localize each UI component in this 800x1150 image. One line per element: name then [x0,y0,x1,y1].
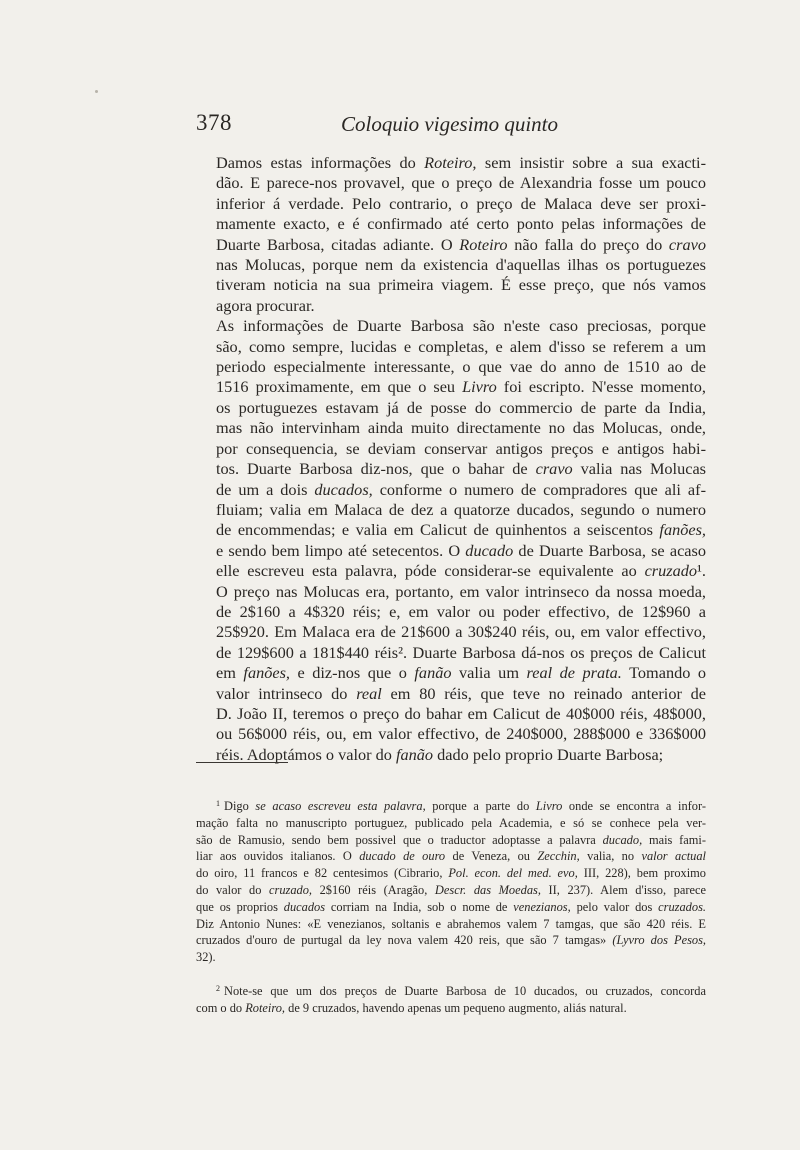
footnote-separator [196,762,288,763]
text-run: Damos estas informações do [216,153,425,172]
text-run: que os proprios [196,899,284,914]
text-run: Digo [224,799,256,813]
footnote-line [196,981,706,1000]
text-run: e sendo bem limpo até setecentos. O [216,540,466,560]
text-run: D. João II, teremos o preço do bahar em Calicut de 40$000 réis, 48$000, [216,703,706,723]
italic-text: valor actual [641,849,706,864]
text-run: dão. E parece-nos provavel, que o preço de Alexandria fosse um pouco [216,173,706,193]
text-line [196,724,706,744]
text-line [196,357,706,377]
text-run: mais fami- [642,832,706,847]
text-run: de 9 cruzados, havendo apenas um pequeno augmento, aliás natural. [285,1000,627,1015]
text-line [196,255,706,275]
page-header [196,110,706,144]
text-run: liar aos ouvidos italianos. O [196,849,360,864]
italic-text: Roteiro, [245,1000,286,1015]
text-run: cruzados d'ouro de purtugal da ley nova valem 420 reis, que são 7 tamgas» [196,933,613,948]
text-run: agora procurar. [216,295,315,315]
text-run: periodo especialmente interessante, o que vae do anno de 1510 ao de [216,357,706,377]
text-line [196,173,706,193]
text-run: Note-se que um dos preços de Duarte Barbosa de 10 ducados, ou cruzados, concorda [224,983,706,998]
text-line [196,337,706,357]
text-run: os portuguezes estavam já de posse do commercio de parte da India, [216,397,706,417]
text-run: tos. Duarte Barbosa diz-nos, que o bahar de [216,459,536,479]
italic-text: cruzado, [269,882,313,897]
text-line [196,704,706,724]
text-line [196,684,706,704]
italic-text: fanão [414,663,452,683]
text-run: valia um [451,663,527,683]
italic-text: Descr. das Moedas, [434,882,541,897]
text-line [196,622,706,642]
text-line [196,418,706,438]
text-line [196,602,706,622]
paper-speck [95,90,98,93]
italic-text: ducados [283,899,326,914]
italic-text: real de prata. [526,663,622,683]
text-run: e diz-nos que o [290,663,415,683]
text-line [196,275,706,295]
paragraph [196,153,706,316]
text-line [196,316,706,336]
italic-text: fanão [395,744,434,764]
page-number: 378 [196,110,232,135]
footnote-line [196,848,706,865]
italic-text: real [356,683,382,703]
footnote-line [196,932,706,949]
italic-text: ducado, [602,832,643,847]
running-title: Coloquio vigesimo quinto [341,112,558,136]
footnote-line [196,949,706,966]
text-line [196,235,706,255]
text-run: de 2$160 a 4$320 réis; e, em valor ou poder effectivo, de 12$960 a [216,601,706,621]
text-run: inferior á verdade. Pelo contrario, o preço de Malaca deve ser proxi- [216,193,706,213]
text-run: porque a parte do [425,799,536,813]
paragraph [196,316,706,765]
italic-text: cravo [535,459,573,479]
footnote-line [196,832,706,849]
footnote-line [196,899,706,916]
text-run: em [216,663,244,683]
footnotes [196,796,706,1032]
text-run: valia, no [579,849,642,864]
italic-text: fanões, [659,520,706,540]
text-run: 25$920. Em Malaca era de 21$600 a 30$240 réis, ou, em valor effectivo, [216,622,706,642]
text-run: 32). [196,950,216,965]
italic-text: ducado de ouro [359,849,446,864]
italic-text: Pol. econ. del med. evo, [448,866,578,881]
text-run: de Duarte Barbosa, se acaso [513,540,707,560]
text-run: tiveram noticia na sua primeira viagem. É esse preço, que nós vamos [216,275,706,295]
text-run: Duarte Barbosa, citadas adiante. O [216,234,460,254]
italic-text: (Lyvro dos Pesos, [612,933,706,948]
italic-text: ducado [465,540,514,560]
text-line [196,398,706,418]
footnote-mark: 1 [216,799,220,808]
footnote-mark: 2 [216,983,220,993]
text-line [196,459,706,479]
text-run: corriam na India, sob o nome de [325,899,514,914]
text-run: mação falta no manuscripto portuguez, publicado pela Academia, e só se conhece pela ver- [196,815,706,830]
text-run: com o do [196,1000,246,1015]
text-run: II, 237). Alem d'isso, parece [540,882,706,897]
text-run: mas não intervinham ainda muito directamente no das Molucas, onde, [216,418,706,438]
text-run: do valor do [196,882,269,897]
text-line [196,439,706,459]
text-run: de um a dois [216,479,315,499]
body-text [196,153,706,765]
footnote-line [196,882,706,899]
text-run: O preço nas Molucas era, portanto, em valor intrinseco da nossa moeda, [216,581,706,601]
text-run: III, 228), bem proximo [577,866,706,881]
text-line [196,520,706,540]
text-run: valia nas Molucas [572,459,707,479]
footnote-line [196,916,706,933]
italic-text: ducados, [314,479,373,499]
text-run: dado pelo proprio Duarte Barbosa; [433,744,664,764]
italic-text: cruzado [644,561,698,581]
text-run: 1516 proximamente, em que o seu [216,377,463,397]
text-run: foi escripto. N'esse momento, [496,377,706,397]
text-run: conforme o numero de compradores que ali af- [372,479,706,499]
italic-text: Roteiro [459,234,508,254]
italic-text: Zecchin, [537,849,580,864]
text-line [196,214,706,234]
text-run: não falla do preço do [507,234,669,254]
text-line [196,643,706,663]
text-run: ¹. [697,561,706,581]
text-run: mamente exacto, e é confirmado até certo ponto pelas informações de [216,214,706,234]
text-line [196,561,706,581]
text-run: onde se encontra a infor- [562,799,706,813]
text-line [196,194,706,214]
footnote-line [196,1000,706,1017]
text-run: ou 56$000 réis, ou, em valor effectivo, de 240$000, 288$000 e 336$000 [216,724,706,744]
text-run: em 80 réis, que teve no reinado anterior de [381,683,706,703]
text-run: são, como sempre, lucidas e completas, e alem d'isso se referem a um [216,336,706,356]
text-run: por consequencia, se deviam conservar antigos preços e antigos habi- [216,438,706,458]
italic-text: Roteiro, [424,153,477,172]
text-run: elle escreveu esta palavra, póde considerar-se equivalente ao [216,561,645,581]
text-line [196,500,706,520]
footnote-line [196,796,706,815]
italic-text: Livro [535,799,563,813]
italic-text: cruzados. [658,899,706,914]
text-line [196,153,706,173]
text-run: valor intrinseco do [216,683,357,703]
text-run: de encommendas; e valia em Calicut de quinhentos a seiscentos [216,520,660,540]
text-run: fluiam; valia em Malaca de dez a quatorze ducados, segundo o numero [216,499,706,519]
text-run: do oiro, 11 francos e 82 centesimos (Cibrario, [196,866,449,881]
text-run: 2$160 réis (Aragão, [312,882,435,897]
text-run: réis. Adoptámos o valor do [216,744,396,764]
footnote-line [196,865,706,882]
text-run: Tomando o [621,663,707,683]
footnote [196,796,706,966]
footnote-line [196,815,706,832]
text-line [196,663,706,683]
text-run: de 129$600 a 181$440 réis². Duarte Barbosa dá-nos os preços de Calicut [216,642,706,662]
footnote [196,981,706,1017]
text-run: são de Ramusio, sendo bem possivel que o traductor adoptasse a palavra [196,832,603,847]
italic-text: venezianos, [513,899,571,914]
text-run: sem insistir sobre a sua exacti- [476,153,706,172]
text-run: Diz Antonio Nunes: «E venezianos, soltanis e abrahemos valem 7 tamgas, que são 420 réis. E [196,916,706,931]
text-line [196,541,706,561]
italic-text: se acaso escreveu esta palavra, [255,799,426,813]
text-run: nas Molucas, porque nem da existencia d'aquellas ilhas os portuguezes [216,255,706,275]
text-line [196,296,706,316]
italic-text: cravo [668,234,706,254]
text-line [196,377,706,397]
text-run: de Veneza, ou [445,849,538,864]
text-run: As informações de Duarte Barbosa são n'este caso preciosas, porque [216,316,706,336]
italic-text: Livro [462,377,497,397]
text-line [196,582,706,602]
italic-text: fanões, [243,663,290,683]
text-line [196,480,706,500]
text-run: pelo valor dos [570,899,659,914]
